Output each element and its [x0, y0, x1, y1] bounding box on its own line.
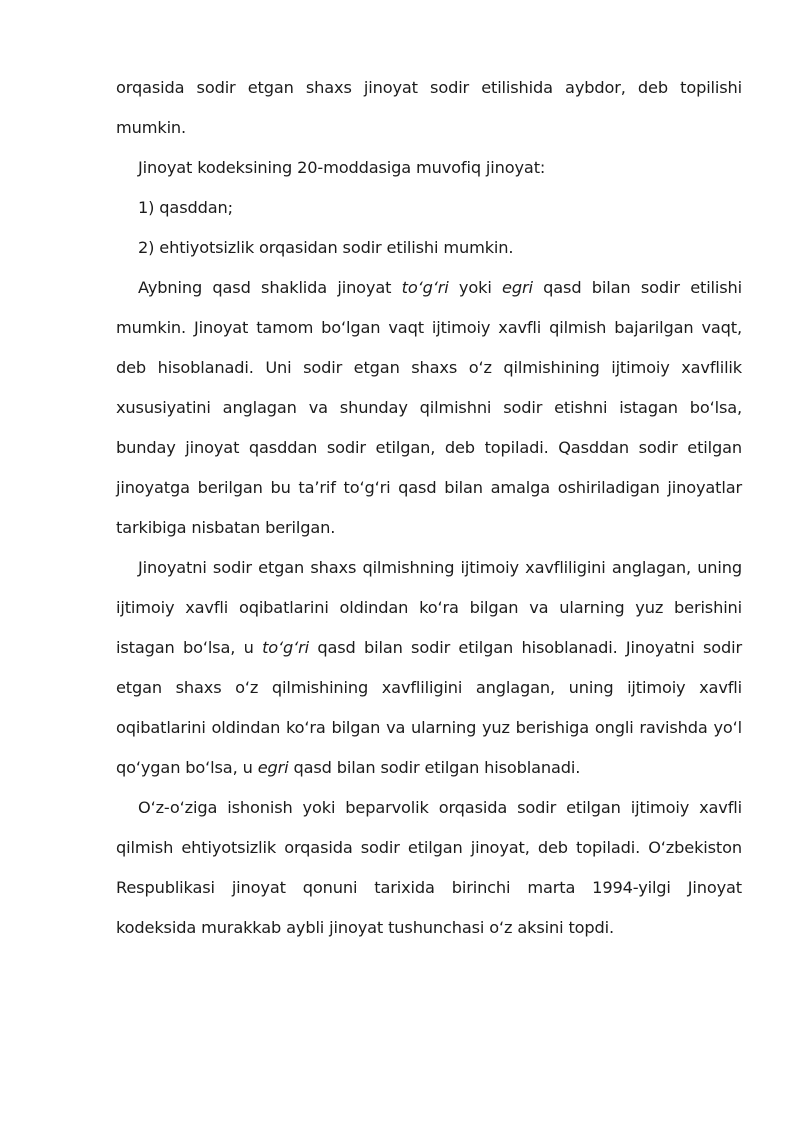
paragraph-intent-forms: [116, 268, 742, 548]
italic-term: egri: [502, 278, 533, 297]
text-run: qasd bilan sodir etilgan hisoblanadi. Jinoyatni sodir etgan shaxs o‘z qilmishining xavfliligini anglagan, uning ijtimoiy xavfli oqibatlarini oldindan ko‘ra bilgan va ularning yuz berishiga ongli ravishda yo‘l qo‘ygan bo‘lsa, u: [116, 638, 742, 777]
text-run: yoki: [448, 278, 503, 297]
text-run: qasd bilan sodir etilgan hisoblanadi.: [288, 758, 581, 777]
paragraph-negligence: O‘z-o‘ziga ishonish yoki beparvolik orqasida sodir etilgan ijtimoiy xavfli qilmish ehtiyotsizlik orqasida sodir etilgan jinoyat, deb topiladi. O‘zbekiston Respublikasi jinoyat qonuni tarixida birinchi marta 1994-yilgi Jinoyat kodeksida murakkab aybli jinoyat tushunchasi o‘z aksini topdi.: [116, 798, 742, 937]
italic-term: to‘g‘ri: [401, 278, 449, 297]
document-page: [116, 68, 742, 948]
italic-term: to‘g‘ri: [262, 638, 309, 657]
paragraph-direct-indirect-intent: [116, 548, 742, 788]
text-run: Jinoyatni sodir etgan shaxs qilmishning ijtimoiy xavfliligini anglagan, uning ijtimoiy xavfli oqibatlarini oldindan ko‘ra bilgan va ularning yuz berishini istagan bo‘lsa, u: [116, 558, 742, 657]
list-item: 1) qasddan;: [138, 198, 233, 217]
list-item: 2) ehtiyotsizlik orqasidan sodir etilishi mumkin.: [138, 238, 514, 257]
paragraph-code-article: Jinoyat kodeksining 20-moddasiga muvofiq jinoyat:: [138, 158, 546, 177]
text-run: qasd bilan sodir etilishi mumkin. Jinoyat tamom bo‘lgan vaqt ijtimoiy xavfli qilmish bajarilgan vaqt, deb hisoblanadi. Uni sodir etgan shaxs o‘z qilmishining ijtimoiy xavflilik xususiyatini anglagan va shunday qilmishni sodir etishni istagan bo‘lsa, bunday jinoyat qasddan sodir etilgan, deb topiladi. Qasddan sodir etilgan jinoyatga berilgan bu ta’rif to‘g‘ri qasd bilan amalga oshiriladigan jinoyatlar tarkibiga nisbatan berilgan.: [116, 278, 742, 537]
paragraph-continuation: orqasida sodir etgan shaxs jinoyat sodir etilishida aybdor, deb topilishi mumkin.: [116, 78, 742, 137]
text-run: Aybning qasd shaklida jinoyat: [138, 278, 402, 297]
italic-term: egri: [257, 758, 289, 777]
